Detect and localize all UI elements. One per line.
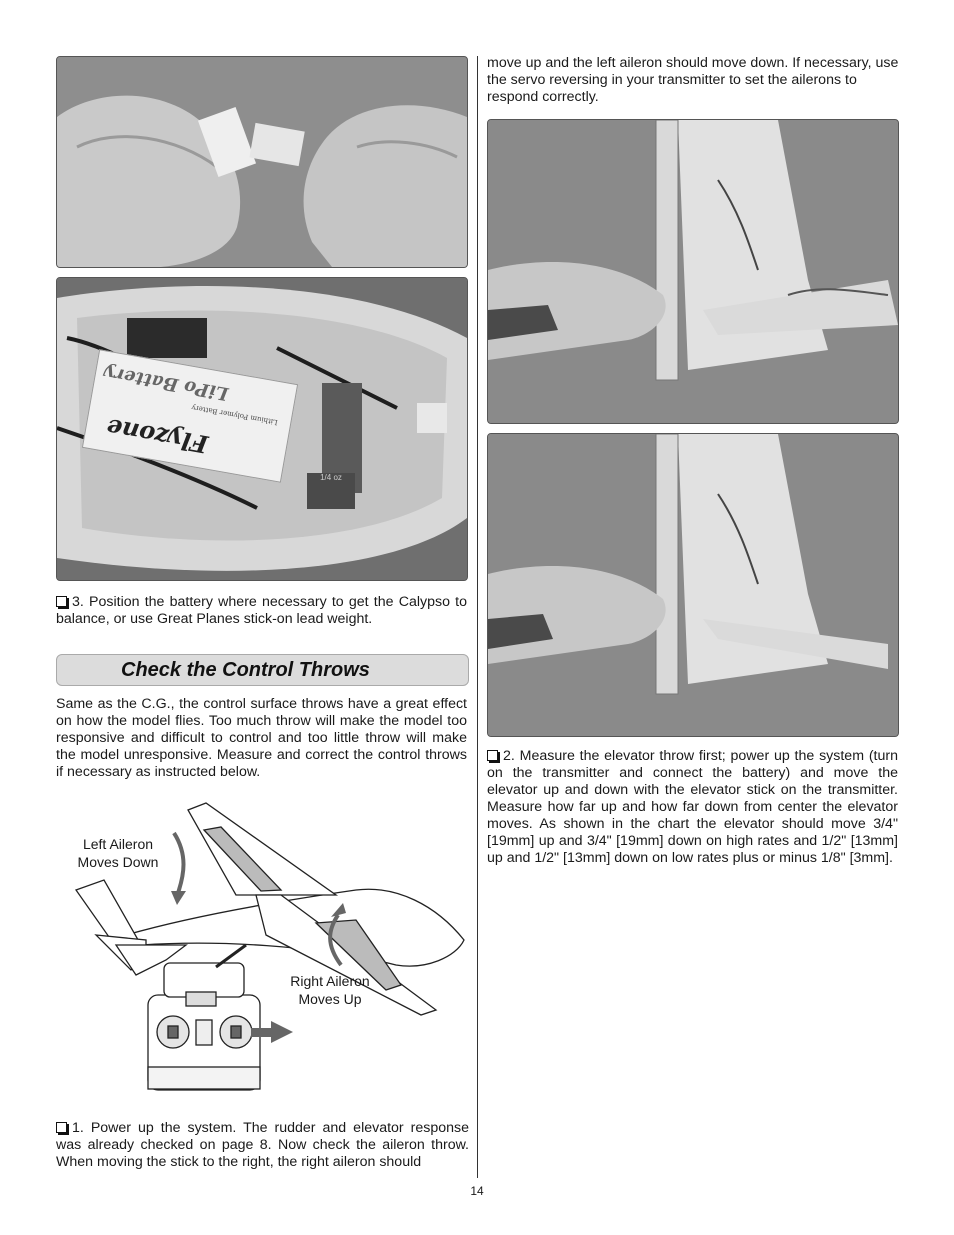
left-aileron-label (58, 835, 178, 871)
battery-sub: Lithium Polymer Battery (190, 403, 279, 427)
right-aileron-label (274, 972, 386, 1008)
step3-paragraph (56, 594, 467, 628)
step1-text: 1. Power up the system. The rudder and elevator response was already checked on page 8. Now check the aileron throw. When moving the stick to the right, the right aileron should (56, 1120, 469, 1170)
weight-label: 1/4 oz (320, 473, 342, 482)
right-aileron-line1: Right Aileron (290, 973, 370, 989)
photo-elevator-down (487, 433, 899, 737)
page-number: 14 (470, 1184, 484, 1198)
battery-line: LiPo Battery (102, 361, 230, 405)
photo-battery-compartment (56, 277, 468, 581)
step2-checkbox[interactable] (487, 750, 498, 761)
lead-weight (307, 473, 355, 509)
step1-checkbox[interactable] (56, 1122, 67, 1133)
right-aileron-line2: Moves Up (298, 991, 362, 1007)
left-aileron-line1: Left Aileron (82, 836, 154, 852)
top-right-paragraph: move up and the left aileron should move down. If necessary, use the servo reversing in your transmitter to set the ailerons to respond correctly. (487, 55, 899, 105)
photo-hands-tape (56, 56, 468, 268)
section-header (56, 654, 469, 686)
column-divider (477, 56, 478, 1178)
step2-text: 2. Measure the elevator throw first; power up the system (turn on the transmitter and connect the battery) and move the elevator up and down with the elevator stick on the transmitter. Measure how far up and how far down from center the elevator moves. As shown in the chart the elevator should move 3/4" [19mm] up and 3/4" [19mm] down on high rates and 1/2" [13mm] up and 1/2" [13mm] down on low rates plus or minus 1/8" [3mm]. (487, 748, 898, 866)
section-title: Check the Control Throws (121, 659, 370, 681)
intro-paragraph: Same as the C.G., the control surface throws have a great effect on how the model flies. Too much throw will make the model too responsive and difficult to control and too little throw will make the model unresponsive. Measure and correct the control throws if necessary as instructed below. (56, 696, 467, 780)
photo-elevator-up (487, 119, 899, 424)
step3-checkbox[interactable] (56, 596, 67, 607)
left-aileron-line2: Moves Down (77, 854, 159, 870)
step3-text: 3. Position the battery where necessary to get the Calypso to balance, or use Great Planes stick-on lead weight. (56, 594, 467, 627)
step1-paragraph (56, 1120, 469, 1171)
step2-paragraph (487, 748, 898, 867)
aileron-diagram (56, 795, 467, 1095)
battery-brand: Flyzone (104, 412, 211, 460)
